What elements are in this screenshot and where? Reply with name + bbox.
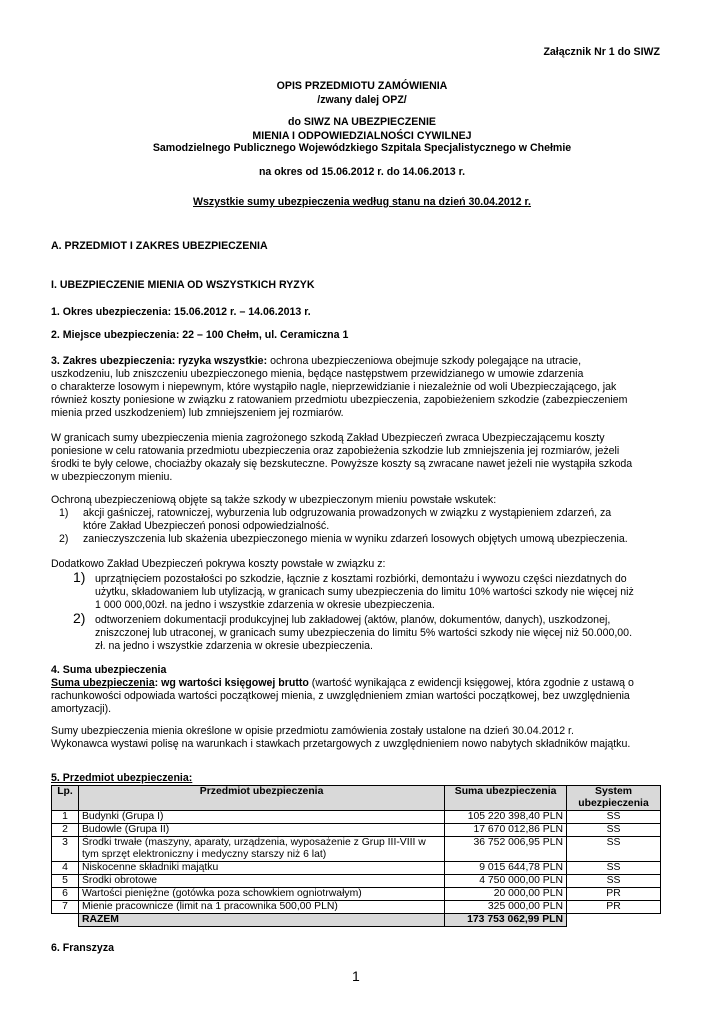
- section-i-heading: I. UBEZPIECZENIE MIENIA OD WSZYSTKICH RYZYK: [51, 279, 315, 291]
- table-row: 5 Środki obrotowe 4 750 000,00 PLN SS: [52, 875, 661, 888]
- title-line5: Samodzielnego Publicznego Wojewódzkiego Szpitala Specjalistycznego w Chełmie: [152, 142, 572, 154]
- table-row: 3 Środki trwałe (maszyny, aparaty, urządzenia, wyposażenie z Grup III-VIII w tym sprzęt elektroniczny i medyczny starszy niż 6 lat) 36 752 006,95 PLN SS: [52, 837, 661, 862]
- list-item-cont: 1 000 000,00zł. na jedno i wszystkie zdarzenia w okresie ubezpieczenia.: [95, 599, 435, 611]
- deductible-heading: 6. Franszyza: [51, 942, 115, 954]
- rescue-costs-paragraph: W granicach sumy ubezpieczenia mienia zagrożonego szkodą Zakład Ubezpieczeń zwraca Ubezpieczającemu koszty poniesione w celu ratowania przedmiotu ubezpieczenia oraz zapobieżenia szkodzie lub zmniejszenia jej rozmiarów, jeżeli środki te były celowe, chociażby okazały się bezskuteczne. Powyższe koszty są zwracane nawet jeżeli nie wystąpiła szkoda w ubezpieczonym mieniu.: [51, 432, 633, 483]
- extra-costs-intro: Dodatkowo Zakład Ubezpieczeń pokrywa koszty powstałe w związku z:: [51, 558, 386, 570]
- period: na okres od 15.06.2012 r. do 14.06.2013 r.: [258, 166, 466, 178]
- coverage-scope-paragraph: 3. Zakres ubezpieczenia: ryzyka wszystkie: ochrona ubezpieczeniowa obejmuje szkody polegające na utracie, uszkodzeniu, lub zniszczeniu ubezpieczonego mienia, będące następstwem przewidzianego w umowie zdarzenia o charakterze losowym i niepewnym, które wystąpiło nagle, nieprzewidzianie i niezależnie od woli Ubezpieczającego, jak również koszty poniesione w związku z ratowaniem przedmiotu ubezpieczenia, zapobieżeniem szkodzie (zabezpieczeniem mienia przed uszkodzeniem) lub zmniejszeniem jej rozmiarów.: [51, 355, 628, 419]
- additional-coverage-intro: Ochroną ubezpieczeniową objęte są także szkody w ubezpieczonym mieniu powstałe wskutek:: [51, 494, 497, 506]
- sum-insured-date-text: Wykonawca wystawi polisę na warunkach i stawkach przetargowych z uwzględnieniem nowo nabytych składników majątku.: [51, 738, 631, 750]
- list-item-cont: które Zakład Ubezpieczeń ponosi odpowiedzialność.: [83, 520, 330, 532]
- list-item: akcji gaśniczej, ratowniczej, wyburzenia lub odgruzowania prowadzonych w związku z wystąpieniem zdarzeń, za: [83, 507, 612, 519]
- list-number: 1): [73, 569, 86, 585]
- table-header-row: [52, 786, 661, 811]
- sum-insured-date-text: Sumy ubezpieczenia mienia określone w opisie przedmiotu zamówienia zostały ustalone na dzień 30.04.2012 r.: [51, 725, 574, 737]
- coverage-scope-label: 3. Zakres ubezpieczenia: ryzyka wszystkie:: [51, 355, 268, 367]
- sum-insured-text: amortyzacji).: [51, 703, 112, 715]
- column-header: System ubezpieczenia: [567, 786, 661, 811]
- list-item-cont: zniszczonej lub utraconej, w granicach sumy ubezpieczenia do limitu 5% wartości szkody nie więcej niż 50.000,00.: [95, 627, 633, 639]
- title-line2: /zwany dalej OPZ/: [317, 94, 407, 106]
- sum-insured-paragraph: Suma ubezpieczenia: wg wartości księgowej brutto (wartość wynikająca z ewidencji księgowej, która zgodnie z ustawą o: [51, 677, 634, 689]
- annex-label: Załącznik Nr 1 do SIWZ: [543, 46, 660, 58]
- list-number: 1): [59, 507, 69, 519]
- column-header: Lp.: [52, 786, 79, 811]
- insurance-subject-table: [51, 785, 661, 927]
- insurance-place: 2. Miejsce ubezpieczenia: 22 – 100 Chełm, ul. Ceramiczna 1: [51, 329, 349, 341]
- subject-heading: 5. Przedmiot ubezpieczenia:: [51, 772, 193, 784]
- sum-insured-text: rachunkowości odpowiada wartości początkowej mienia, z uwzględnieniem zmian wartości początkowej, bez uwzględnienia: [51, 690, 630, 702]
- column-header: Przedmiot ubezpieczenia: [78, 786, 444, 811]
- table-row: 1 Budynki (Grupa I) 105 220 398,40 PLN SS: [52, 811, 661, 824]
- valuation-note: Wszystkie sumy ubezpieczenia według stanu na dzień 30.04.2012 r.: [193, 196, 531, 208]
- table-row: 7 Mienie pracownicze (limit na 1 pracownika 500,00 PLN) 325 000,00 PLN PR: [52, 901, 661, 914]
- list-item-cont: użytku, składowaniem lub utylizacją, w granicach sumy ubezpieczenia do limitu 10% wartości szkody nie więcej niż: [95, 586, 634, 598]
- list-item-cont: zł. na jedno i wszystkie zdarzenia w okresie ubezpieczenia.: [95, 640, 373, 652]
- page-number: 1: [352, 968, 360, 984]
- title-line3: do SIWZ NA UBEZPIECZENIE: [288, 116, 436, 128]
- table-row: 4 Niskocenne składniki majątku 9 015 644,78 PLN SS: [52, 862, 661, 875]
- list-number: 2): [73, 610, 86, 626]
- section-a-heading: A. PRZEDMIOT I ZAKRES UBEZPIECZENIA: [51, 240, 268, 252]
- table-row: 6 Wartości pieniężne (gotówka poza schowkiem ogniotrwałym) 20 000,00 PLN PR: [52, 888, 661, 901]
- table-row: 2 Budowle (Grupa II) 17 670 012,86 PLN SS: [52, 824, 661, 837]
- list-item: zanieczyszczenia lub skażenia ubezpieczonego mienia w wyniku zdarzeń losowych objętych umową ubezpieczenia.: [83, 533, 628, 545]
- table-total-row: [52, 914, 661, 927]
- title-line1: OPIS PRZEDMIOTU ZAMÓWIENIA: [276, 80, 448, 92]
- title-line4: MIENIA I ODPOWIEDZIALNOŚCI CYWILNEJ: [252, 130, 472, 142]
- list-item: uprzątnięciem pozostałości po szkodzie, łącznie z kosztami rozbiórki, demontażu i wywozu części niezdatnych do: [95, 573, 627, 585]
- total-sum: 173 753 062,99 PLN: [445, 914, 567, 927]
- sum-insured-heading: 4. Suma ubezpieczenia: [51, 664, 167, 676]
- list-number: 2): [59, 533, 69, 545]
- column-header: Suma ubezpieczenia: [445, 786, 567, 811]
- list-item: odtworzeniem dokumentacji produkcyjnej lub zakładowej (aktów, planów, dokumentów, danych), uszkodzonej,: [95, 614, 611, 626]
- total-label: RAZEM: [78, 914, 444, 927]
- insurance-period: 1. Okres ubezpieczenia: 15.06.2012 r. – 14.06.2013 r.: [51, 306, 311, 318]
